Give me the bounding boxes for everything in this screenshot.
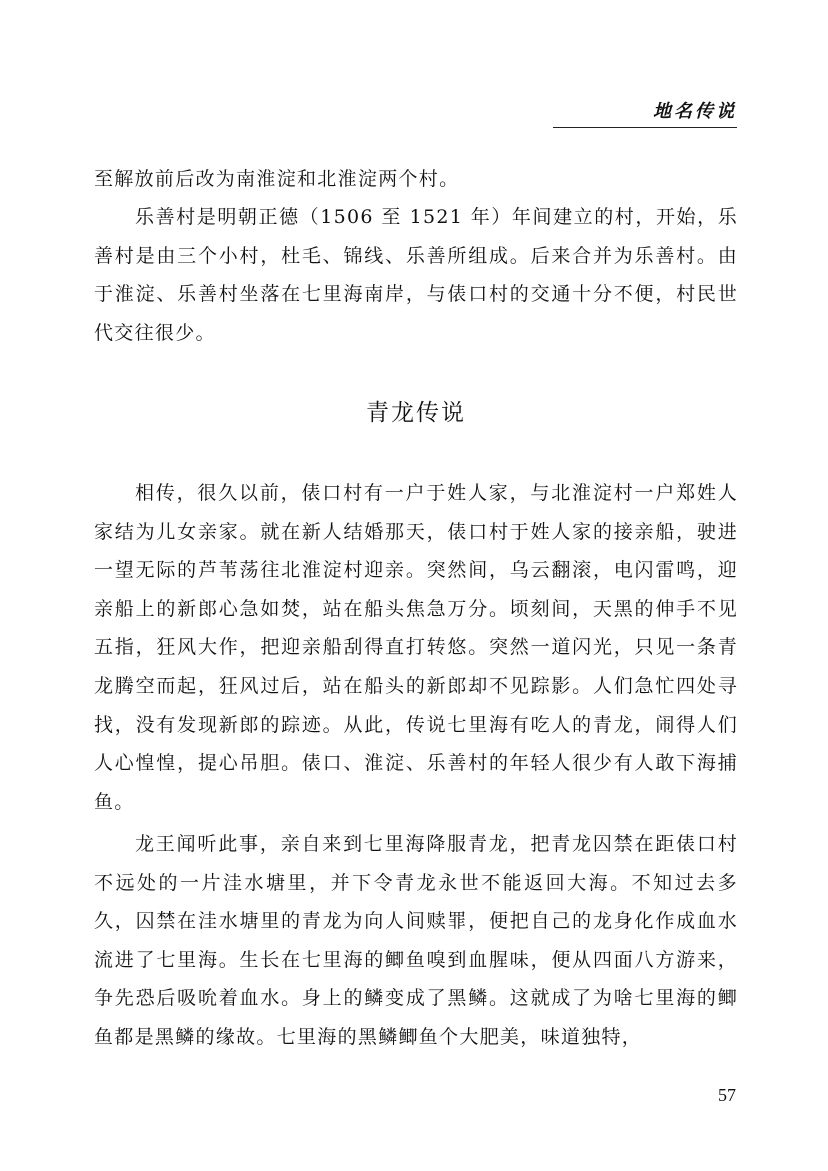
paragraph-leshan-village: 乐善村是明朝正德（1506 至 1521 年）年间建立的村，开始，乐善村是由三个小村，杜毛、锦线、乐善所组成。后来合并为乐善村。由于淮淀、乐善村坐落在七里海南岸，与俵口村的交通十分不便，村民世代交往很少。 <box>94 206 738 344</box>
paragraph-dragon-king: 龙王闻听此事，亲自来到七里海降服青龙，把青龙囚禁在距俵口村不远处的一片洼水塘里，并下令青龙永世不能返回大海。不知过去多久，囚禁在洼水塘里的青龙为向人间赎罪，便把自己的龙身化作成血水流进了七里海。生长在七里海的鲫鱼嗅到血腥味，便从四面八方游来，争先恐后吸吮着血水。身上的鳞变成了黑鳞。这就成了为啥七里海的鲫鱼都是黑鳞的缘故。七里海的黑鳞鲫鱼个大肥美，味道独特， <box>94 833 738 1048</box>
running-header-title: 地名传说 <box>653 101 737 122</box>
header-rule <box>553 127 737 128</box>
paragraph-legend-intro: 相传，很久以前，俵口村有一户于姓人家，与北淮淀村一户郑姓人家结为儿女亲家。就在新人结婚那天，俵口村于姓人家的接亲船，驶进一望无际的芦苇荡往北淮淀村迎亲。突然间，乌云翻滚，电闪雷鸣，迎亲船上的新郎心急如焚，站在船头焦急万分。顷刻间，天黑的伸手不见五指，狂风大作，把迎亲船刮得直打转悠。突然一道闪光，只见一条青龙腾空而起，狂风过后，站在船头的新郎却不见踪影。人们急忙四处寻找，没有发现新郎的踪迹。从此，传说七里海有吃人的青龙，闹得人们人心惶惶，提心吊胆。俵口、淮淀、乐善村的年轻人很少有人敢下海捕鱼。 <box>94 482 738 813</box>
section-title: 青龙传说 <box>366 400 466 426</box>
running-header <box>553 100 737 130</box>
page-number: 57 <box>718 1085 736 1105</box>
paragraph-continuation: 至解放前后改为南淮淀和北淮淀两个村。 <box>94 168 460 190</box>
